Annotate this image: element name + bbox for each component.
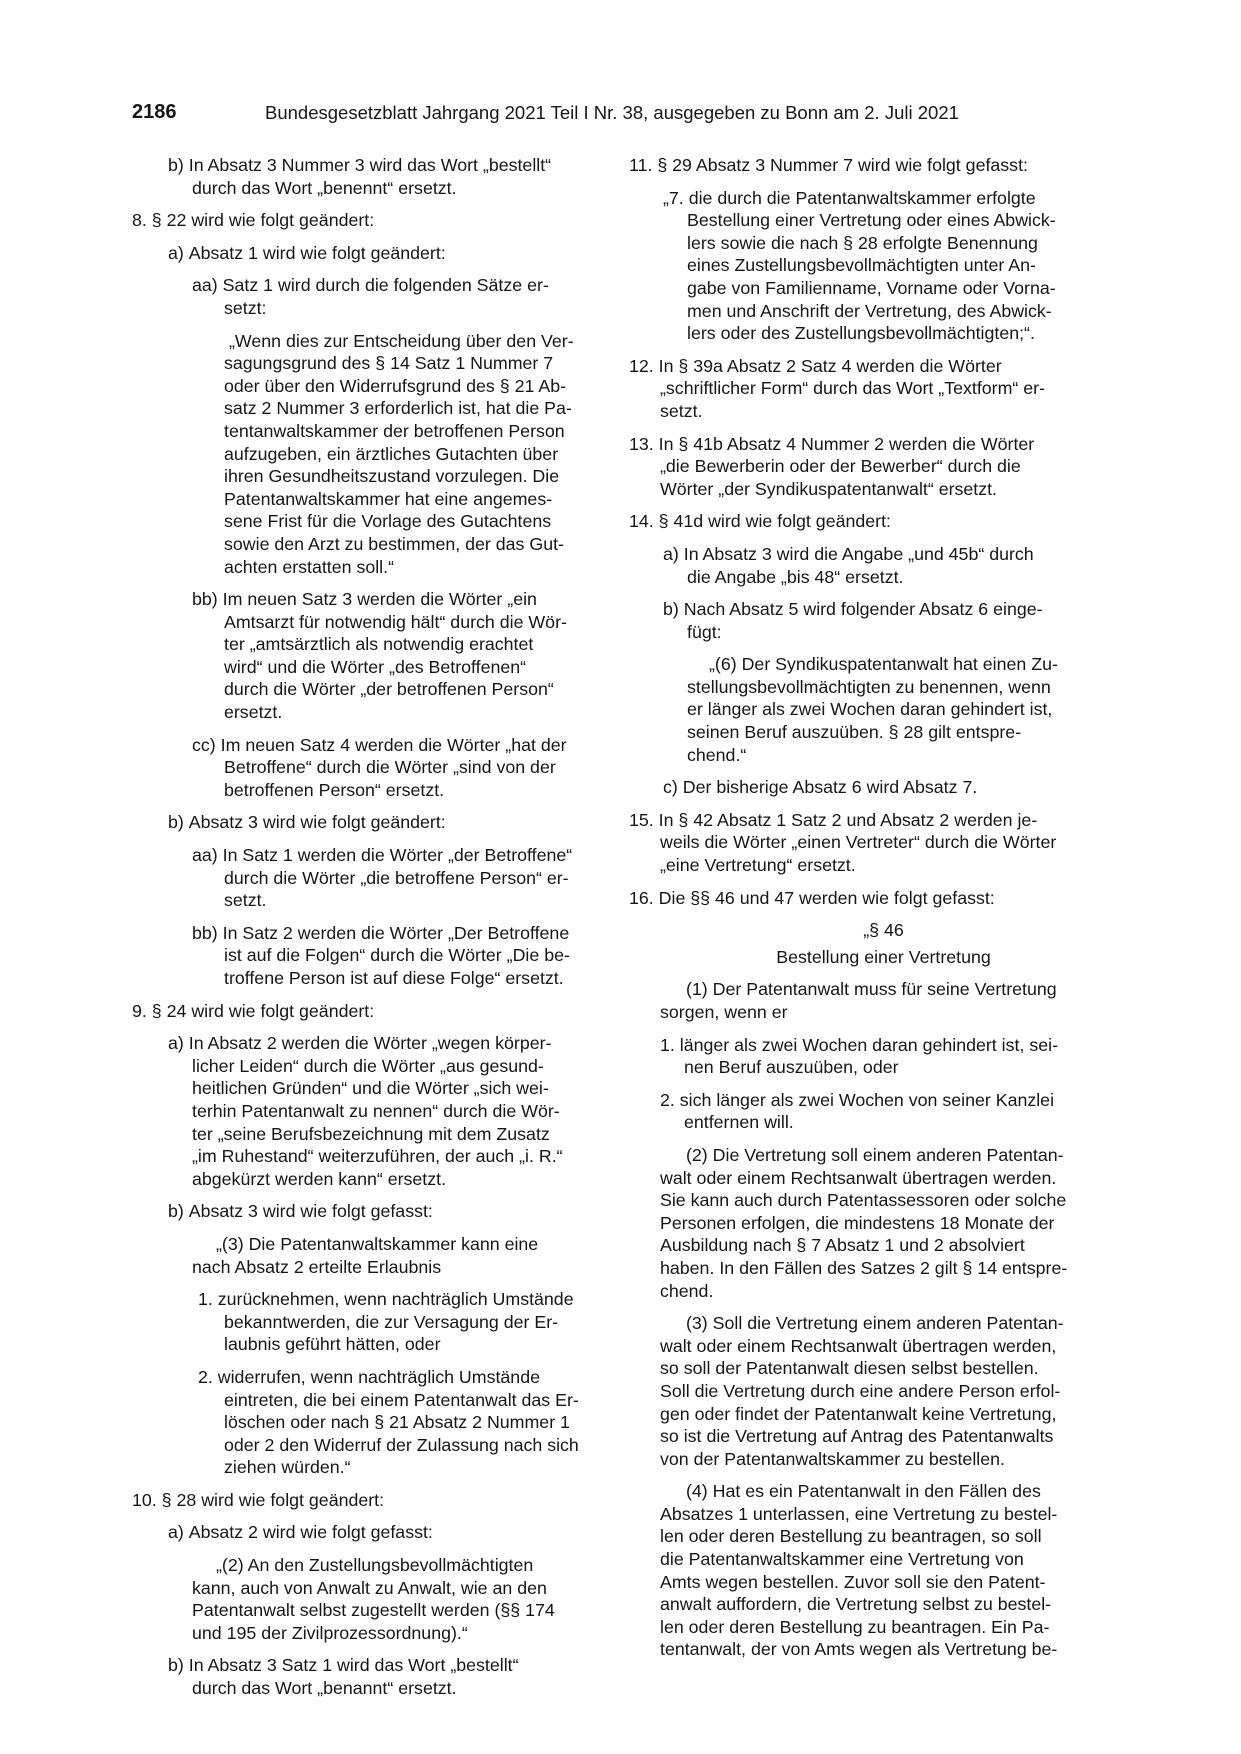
paragraph: aa) In Satz 1 werden die Wörter „der Betroffene“ durch die Wörter „die betroffene Person“ er- setzt. xyxy=(192,845,573,911)
paragraph: 8. § 22 wird wie folgt geändert: xyxy=(132,210,375,231)
paragraph: 13. In § 41b Absatz 4 Nummer 2 werden die Wörter „die Bewerberin oder der Bewerber“ durch die Wörter „der Syndikuspatentanwalt“ ersetzt. xyxy=(629,433,1035,499)
paragraph: 10. § 28 wird wie folgt geändert: xyxy=(132,1489,385,1510)
paragraph: 12. In § 39a Absatz 2 Satz 4 werden die Wörter „schriftlicher Form“ durch das Wort „Textform“ er- setzt. xyxy=(629,355,1045,421)
page-number: 2186 xyxy=(132,101,177,123)
numbered-item: 1. länger als zwei Wochen daran gehindert ist, sei- nen Beruf auszuüben, oder xyxy=(660,1034,1058,1078)
numbered-item: 2. sich länger als zwei Wochen von seiner Kanzlei entfernen will. xyxy=(660,1089,1055,1133)
paragraph: a) In Absatz 3 wird die Angabe „und 45b“ durch die Angabe „bis 48“ ersetzt. xyxy=(663,543,1034,587)
quoted-text: „(6) Der Syndikuspatentanwalt hat einen Zu- stellungsbevollmächtigten zu benennen, wenn er länger als zwei Wochen daran gehindert ist, seinen Beruf auszuüben. § 28 gilt entspre- chend.“ xyxy=(687,654,1058,765)
paragraph: 15. In § 42 Absatz 1 Satz 2 und Absatz 2 werden je- weils die Wörter „einen Vertreter“ durch die Wörter „eine Vertretung“ ersetzt. xyxy=(629,809,1057,876)
paragraph: aa) Satz 1 wird durch die folgenden Sätze er- setzt: xyxy=(192,275,549,318)
paragraph: a) Absatz 2 wird wie folgt gefasst: xyxy=(168,1522,433,1543)
paragraph: c) Der bisherige Absatz 6 wird Absatz 7. xyxy=(663,777,978,798)
paragraph: b) Nach Absatz 5 wird folgender Absatz 6 einge- fügt: xyxy=(663,599,1043,642)
paragraph: b) Absatz 3 wird wie folgt gefasst: xyxy=(168,1201,433,1222)
paragraph: bb) In Satz 2 werden die Wörter „Der Betroffene ist auf die Folgen“ durch die Wörter „Die be- troffene Person ist auf diese Folge“ ersetzt. xyxy=(192,922,570,988)
paragraph: 16. Die §§ 46 und 47 werden wie folgt gefasst: xyxy=(629,887,995,908)
quoted-text: „Wenn dies zur Entscheidung über den Ver- sagungsgrund des § 14 Satz 1 Nummer 7 oder über den Widerrufsgrund des § 21 Ab- satz 2 Nummer 3 erforderlich ist, hat die Pa- tentanwaltskammer der betroffenen Person aufzugeben, ein ärztliches Gutachten über ihren Gesundheitszustand vorzulegen. Die Patentanwaltskammer hat eine angemes- sene Frist für die Vorlage des Gutachtens sowie den Arzt zu bestimmen, der das Gut- achten erstatten soll.“ xyxy=(224,330,574,577)
paragraph: (2) Die Vertretung soll einem anderen Patentan- walt oder einem Rechtsanwalt übertragen werden. Sie kann auch durch Patentassessoren oder solche Personen erfolgen, die mindestens 18 Monate der Ausbildung nach § 7 Absatz 1 und 2 absolviert haben. In den Fällen des Satzes 2 gilt § 14 entspre- chend. xyxy=(660,1144,1068,1301)
paragraph: 11. § 29 Absatz 3 Nummer 7 wird wie folgt gefasst: xyxy=(629,155,1028,175)
paragraph: a) Absatz 1 wird wie folgt geändert: xyxy=(168,242,446,263)
paragraph: 14. § 41d wird wie folgt geändert: xyxy=(629,511,891,532)
running-head: Bundesgesetzblatt Jahrgang 2021 Teil I Nr. 38, ausgegeben zu Bonn am 2. Juli 2021 xyxy=(265,102,959,123)
paragraph: bb) Im neuen Satz 3 werden die Wörter „ein Amtsarzt für notwendig hält“ durch die Wör- ter „amtsärztlich als notwendig erachtet wird“ und die Wörter „des Betroffenen“ durch die Wörter „der betroffenen Person“ ersetzt. xyxy=(192,589,567,723)
section-number: „§ 46 xyxy=(863,920,904,941)
quoted-text: „(3) Die Patentanwaltskammer kann eine nach Absatz 2 erteilte Erlaubnis xyxy=(192,1233,539,1277)
numbered-item: 2. widerrufen, wenn nachträglich Umstände eintreten, die bei einem Patentanwalt das Er- löschen oder nach § 21 Absatz 2 Nummer 1 oder 2 den Widerruf der Zulassung nach sich ziehen würden.“ xyxy=(198,1366,579,1478)
paragraph: a) In Absatz 2 werden die Wörter „wegen körper- licher Leiden“ durch die Wörter „aus gesund- heitlichen Gründen“ und die Wörter „sich wei- terhin Patentanwalt zu nennen“ durch die Wör- ter „seine Berufsbezeichnung mit dem Zusatz „im Ruhestand“ weiterzuführen, der auch „i. R.“ abgekürzt werden kann“ ersetzt. xyxy=(168,1033,563,1189)
quoted-text: „7. die durch die Patentanwaltskammer erfolgte Bestellung einer Vertretung oder eines Abwick- lers sowie die nach § 28 erfolgte Benennung eines Zustellungsbevollmächtigten unter An- gabe von Familienname, Vorname oder Vorna- men und Anschrift der Vertretung, des Abwick- lers oder des Zustellungsbevollmächtigten;“. xyxy=(663,187,1056,344)
quoted-text: „(2) An den Zustellungsbevollmächtigten kann, auch von Anwalt zu Anwalt, wie an den Patentanwalt selbst zugestellt werden (§§ 174 und 195 der Zivilprozessordnung).“ xyxy=(192,1555,555,1643)
paragraph: cc) Im neuen Satz 4 werden die Wörter „hat der Betroffene“ durch die Wörter „sind von der betroffenen Person“ ersetzt. xyxy=(192,734,567,800)
paragraph: b) In Absatz 3 Nummer 3 wird das Wort „bestellt“ durch das Wort „benennt“ ersetzt. xyxy=(168,155,552,198)
section-heading: Bestellung einer Vertretung xyxy=(776,946,991,967)
paragraph: b) In Absatz 3 Satz 1 wird das Wort „bestellt“ durch das Wort „benannt“ ersetzt. xyxy=(168,1655,519,1699)
paragraph: b) Absatz 3 wird wie folgt geändert: xyxy=(168,812,446,833)
paragraph: (1) Der Patentanwalt muss für seine Vertretung sorgen, wenn er xyxy=(660,979,1057,1022)
paragraph: (4) Hat es ein Patentanwalt in den Fällen des Absatzes 1 unterlassen, eine Vertretung zu bestel- len oder deren Bestellung zu beantragen, so soll die Patentanwaltskammer eine Vertretung von Amts wegen bestellen. Zuvor soll sie den Patent- anwalt auffordern, die Vertretung selbst zu bestel- len oder deren Bestellung zu beantragen. Ein Pa- tentanwalt, der von Amts wegen als Vertretung be- xyxy=(660,1481,1058,1660)
paragraph: (3) Soll die Vertretung einem anderen Patentan- walt oder einem Rechtsanwalt übertragen werden, so soll der Patentanwalt diesen selbst bestellen. Soll die Vertretung durch eine andere Person erfol- gen oder findet der Patentanwalt keine Vertretung, so ist die Vertretung auf Antrag des Patentanwalts von der Patentanwaltskammer zu bestellen. xyxy=(660,1313,1064,1469)
right-column xyxy=(629,154,1107,1671)
left-column xyxy=(132,154,612,1710)
numbered-item: 1. zurücknehmen, wenn nachträglich Umstände bekanntwerden, die zur Versagung der Er- laubnis geführt hätten, oder xyxy=(198,1289,574,1355)
paragraph: 9. § 24 wird wie folgt geändert: xyxy=(132,1000,375,1021)
